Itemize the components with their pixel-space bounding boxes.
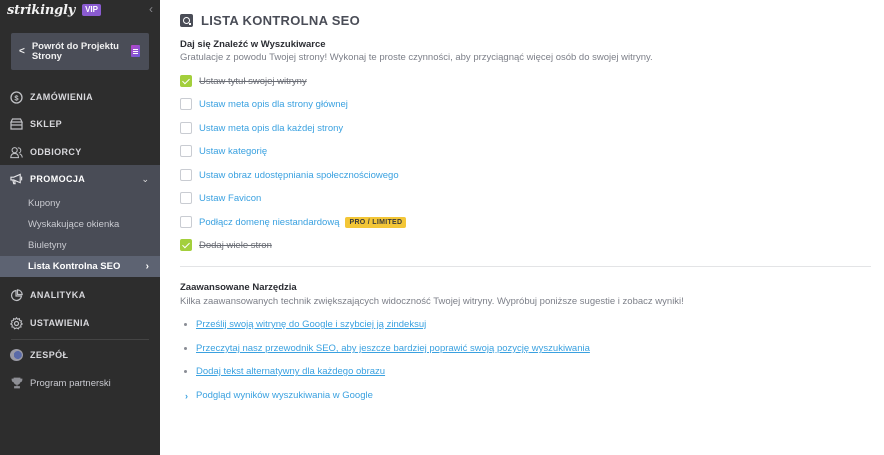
subnav-label: Kupony	[28, 198, 61, 209]
checklist-link[interactable]: Ustaw meta opis dla strony głównej	[199, 98, 348, 110]
section-divider	[180, 266, 871, 267]
store-icon	[10, 118, 23, 131]
brand	[7, 2, 101, 18]
pro-limited-badge: PRO / LIMITED	[345, 217, 406, 228]
advanced-link-item	[184, 343, 590, 354]
checklist-item[interactable]	[180, 97, 348, 111]
page-title: LISTA KONTROLNA SEO	[201, 13, 361, 28]
checklist-item[interactable]	[180, 144, 267, 158]
nav-item-orders[interactable]	[0, 83, 160, 111]
bullet	[184, 370, 187, 373]
advanced-link-item	[184, 319, 426, 330]
nav-label: ODBIORCY	[30, 147, 82, 157]
seo-guide-link[interactable]: Przeczytaj nasz przewodnik SEO, aby jeszcze bardziej poprawić swoją pozycję wyszukiwania	[196, 343, 590, 354]
sidebar	[0, 0, 160, 455]
checkbox[interactable]	[180, 98, 192, 110]
checklist-item[interactable]	[180, 238, 272, 252]
advanced-link-item	[184, 366, 385, 377]
section-heading-advanced-tools: Zaawansowane Narzędzia	[180, 282, 297, 293]
back-button-label: Powrót do Projektu Strony	[31, 40, 119, 62]
subnav-item-popups[interactable]	[0, 214, 160, 235]
megaphone-icon	[10, 173, 23, 186]
checkbox[interactable]	[180, 145, 192, 157]
nav-label: ANALITYKA	[30, 290, 86, 300]
checklist-link[interactable]: Ustaw Favicon	[199, 192, 262, 204]
chevron-left-icon: <	[19, 46, 25, 57]
pie-chart-icon	[10, 289, 23, 302]
checklist-item[interactable]	[180, 215, 406, 229]
chevron-right-icon: ›	[145, 261, 149, 272]
submit-to-google-link[interactable]: Prześlij swoją witrynę do Google i szybciej ją zindeksuj	[196, 319, 427, 330]
page-header	[180, 13, 360, 28]
nav-item-analytics[interactable]	[0, 281, 160, 309]
nav-item-partner-program[interactable]	[0, 369, 160, 397]
section-description: Gratulacje z powodu Twojej strony! Wykonaj te proste czynności, aby przyciągnąć więcej osób do swojej witryny.	[180, 52, 653, 63]
checklist-link[interactable]: Ustaw meta opis dla każdej strony	[199, 122, 344, 134]
nav-item-team[interactable]	[0, 341, 160, 369]
bullet	[184, 347, 187, 350]
checklist-label: Ustaw tytuł swojej witryny	[199, 75, 307, 87]
sidebar-divider	[11, 339, 149, 340]
checkbox[interactable]	[180, 122, 192, 134]
nav-item-store[interactable]	[0, 110, 160, 138]
collapse-sidebar-icon[interactable]: ‹	[149, 2, 153, 16]
vip-badge: VIP	[82, 4, 101, 16]
nav-item-settings[interactable]	[0, 309, 160, 337]
nav-label: SKLEP	[30, 119, 63, 129]
section-description: Kilka zaawansowanych technik zwiększających widoczność Twojej witryny. Wypróbuj poniższe sugestie i zobacz wyniki!	[180, 296, 684, 307]
checklist-link[interactable]: Ustaw obraz udostępniania społecznościowego	[199, 169, 399, 181]
section-heading-get-found: Daj się Znaleźć w Wyszukiwarce	[180, 39, 326, 50]
svg-text:$: $	[14, 92, 19, 102]
checkbox[interactable]	[180, 169, 192, 181]
nav-item-promotion[interactable]	[0, 165, 160, 193]
checklist-item[interactable]	[180, 168, 399, 182]
bullet	[184, 323, 187, 326]
main-content	[160, 0, 884, 455]
checklist-link[interactable]: Ustaw kategorię	[199, 145, 268, 157]
back-to-site-button[interactable]	[11, 33, 149, 70]
checklist-label: Dodaj wiele stron	[199, 239, 272, 251]
chevron-right-icon: ›	[185, 390, 188, 401]
site-editor-icon	[131, 45, 140, 57]
google-preview-label: Podgląd wyników wyszukiwania w Google	[196, 390, 373, 401]
checklist-item[interactable]	[180, 121, 343, 135]
nav-label: PROMOCJA	[30, 174, 86, 184]
alt-text-link[interactable]: Dodaj tekst alternatywny dla każdego obrazu	[196, 366, 386, 377]
subnav-label: Lista Kontrolna SEO	[28, 261, 121, 272]
dollar-circle-icon	[10, 91, 23, 104]
trophy-icon	[10, 377, 23, 390]
subnav-label: Wyskakujące okienka	[28, 219, 120, 230]
promotion-subnav	[0, 192, 160, 277]
checkbox-checked[interactable]	[180, 75, 192, 87]
subnav-item-newsletters[interactable]	[0, 235, 160, 256]
subnav-item-coupons[interactable]	[0, 193, 160, 214]
strikingly-logo[interactable]: strikingly	[7, 2, 76, 18]
nav-label: USTAWIENIA	[30, 318, 90, 328]
checklist-link[interactable]: Podłącz domenę niestandardową	[199, 216, 340, 228]
nav-item-audience[interactable]	[0, 138, 160, 166]
subnav-label: Biuletyny	[28, 240, 67, 251]
checkbox[interactable]	[180, 216, 192, 228]
chevron-down-icon: ⌄	[141, 173, 149, 184]
checklist-item[interactable]	[180, 191, 261, 205]
team-icon	[10, 349, 23, 362]
subnav-item-seo-checklist[interactable]	[0, 256, 160, 277]
nav-label: ZESPÓŁ	[30, 350, 69, 360]
checklist-item[interactable]	[180, 74, 307, 88]
google-preview-toggle[interactable]	[185, 390, 373, 401]
checkbox[interactable]	[180, 192, 192, 204]
gear-icon	[10, 317, 23, 330]
people-icon	[10, 146, 23, 159]
checkbox-checked[interactable]	[180, 239, 192, 251]
search-icon	[180, 14, 193, 27]
nav-label: ZAMÓWIENIA	[30, 92, 93, 102]
nav-label: Program partnerski	[30, 377, 111, 389]
